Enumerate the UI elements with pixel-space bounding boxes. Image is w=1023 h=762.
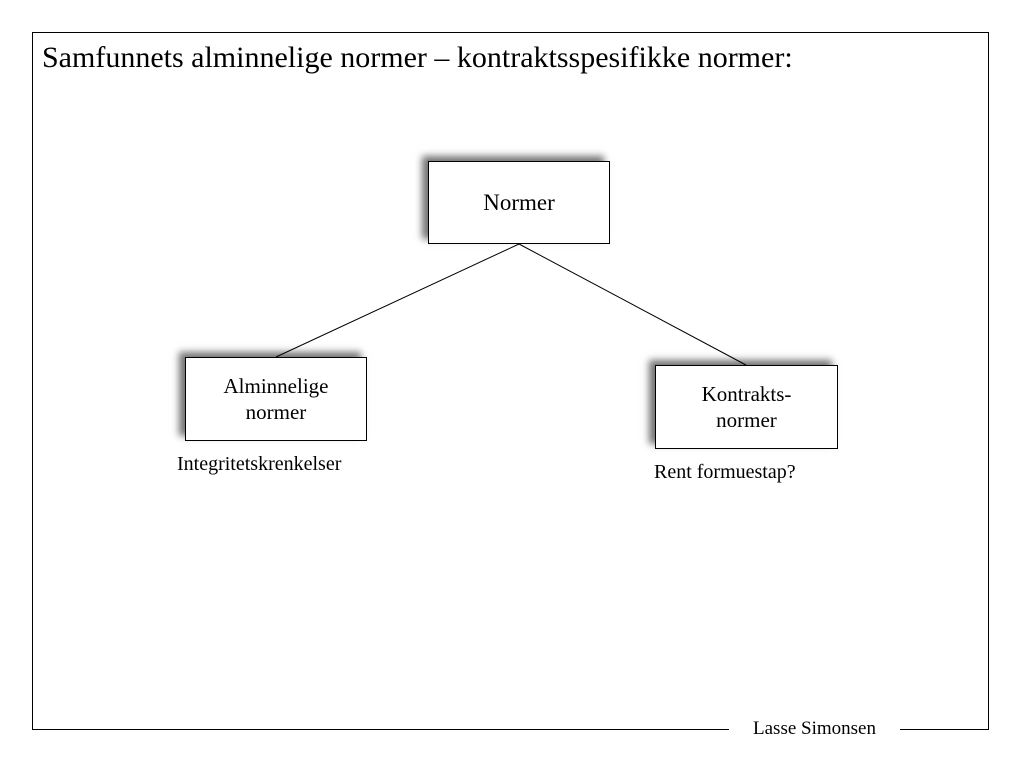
caption-integritetskrenkelser: Integritetskrenkelser <box>177 453 342 475</box>
connector-root-to-kontrakts <box>519 244 746 365</box>
node-kontrakts-line2: normer <box>716 408 777 432</box>
connector-root-to-alminnelige <box>276 244 519 357</box>
node-normer-label: Normer <box>483 189 555 215</box>
node-alminnelige-line2: normer <box>245 400 307 424</box>
slide-title: Samfunnets alminnelige normer – kontraktsspesifikke normer: <box>42 41 793 74</box>
node-normer <box>428 161 610 244</box>
node-alminnelige-normer <box>185 357 367 441</box>
footer-author: Lasse Simonsen <box>729 718 900 740</box>
node-kontraktsnormer <box>655 365 838 449</box>
caption-rent-formuestap: Rent formuestap? <box>654 461 796 483</box>
node-kontrakts-line1: Kontrakts- <box>701 382 792 406</box>
node-alminnelige-line1: Alminnelige <box>223 374 329 398</box>
